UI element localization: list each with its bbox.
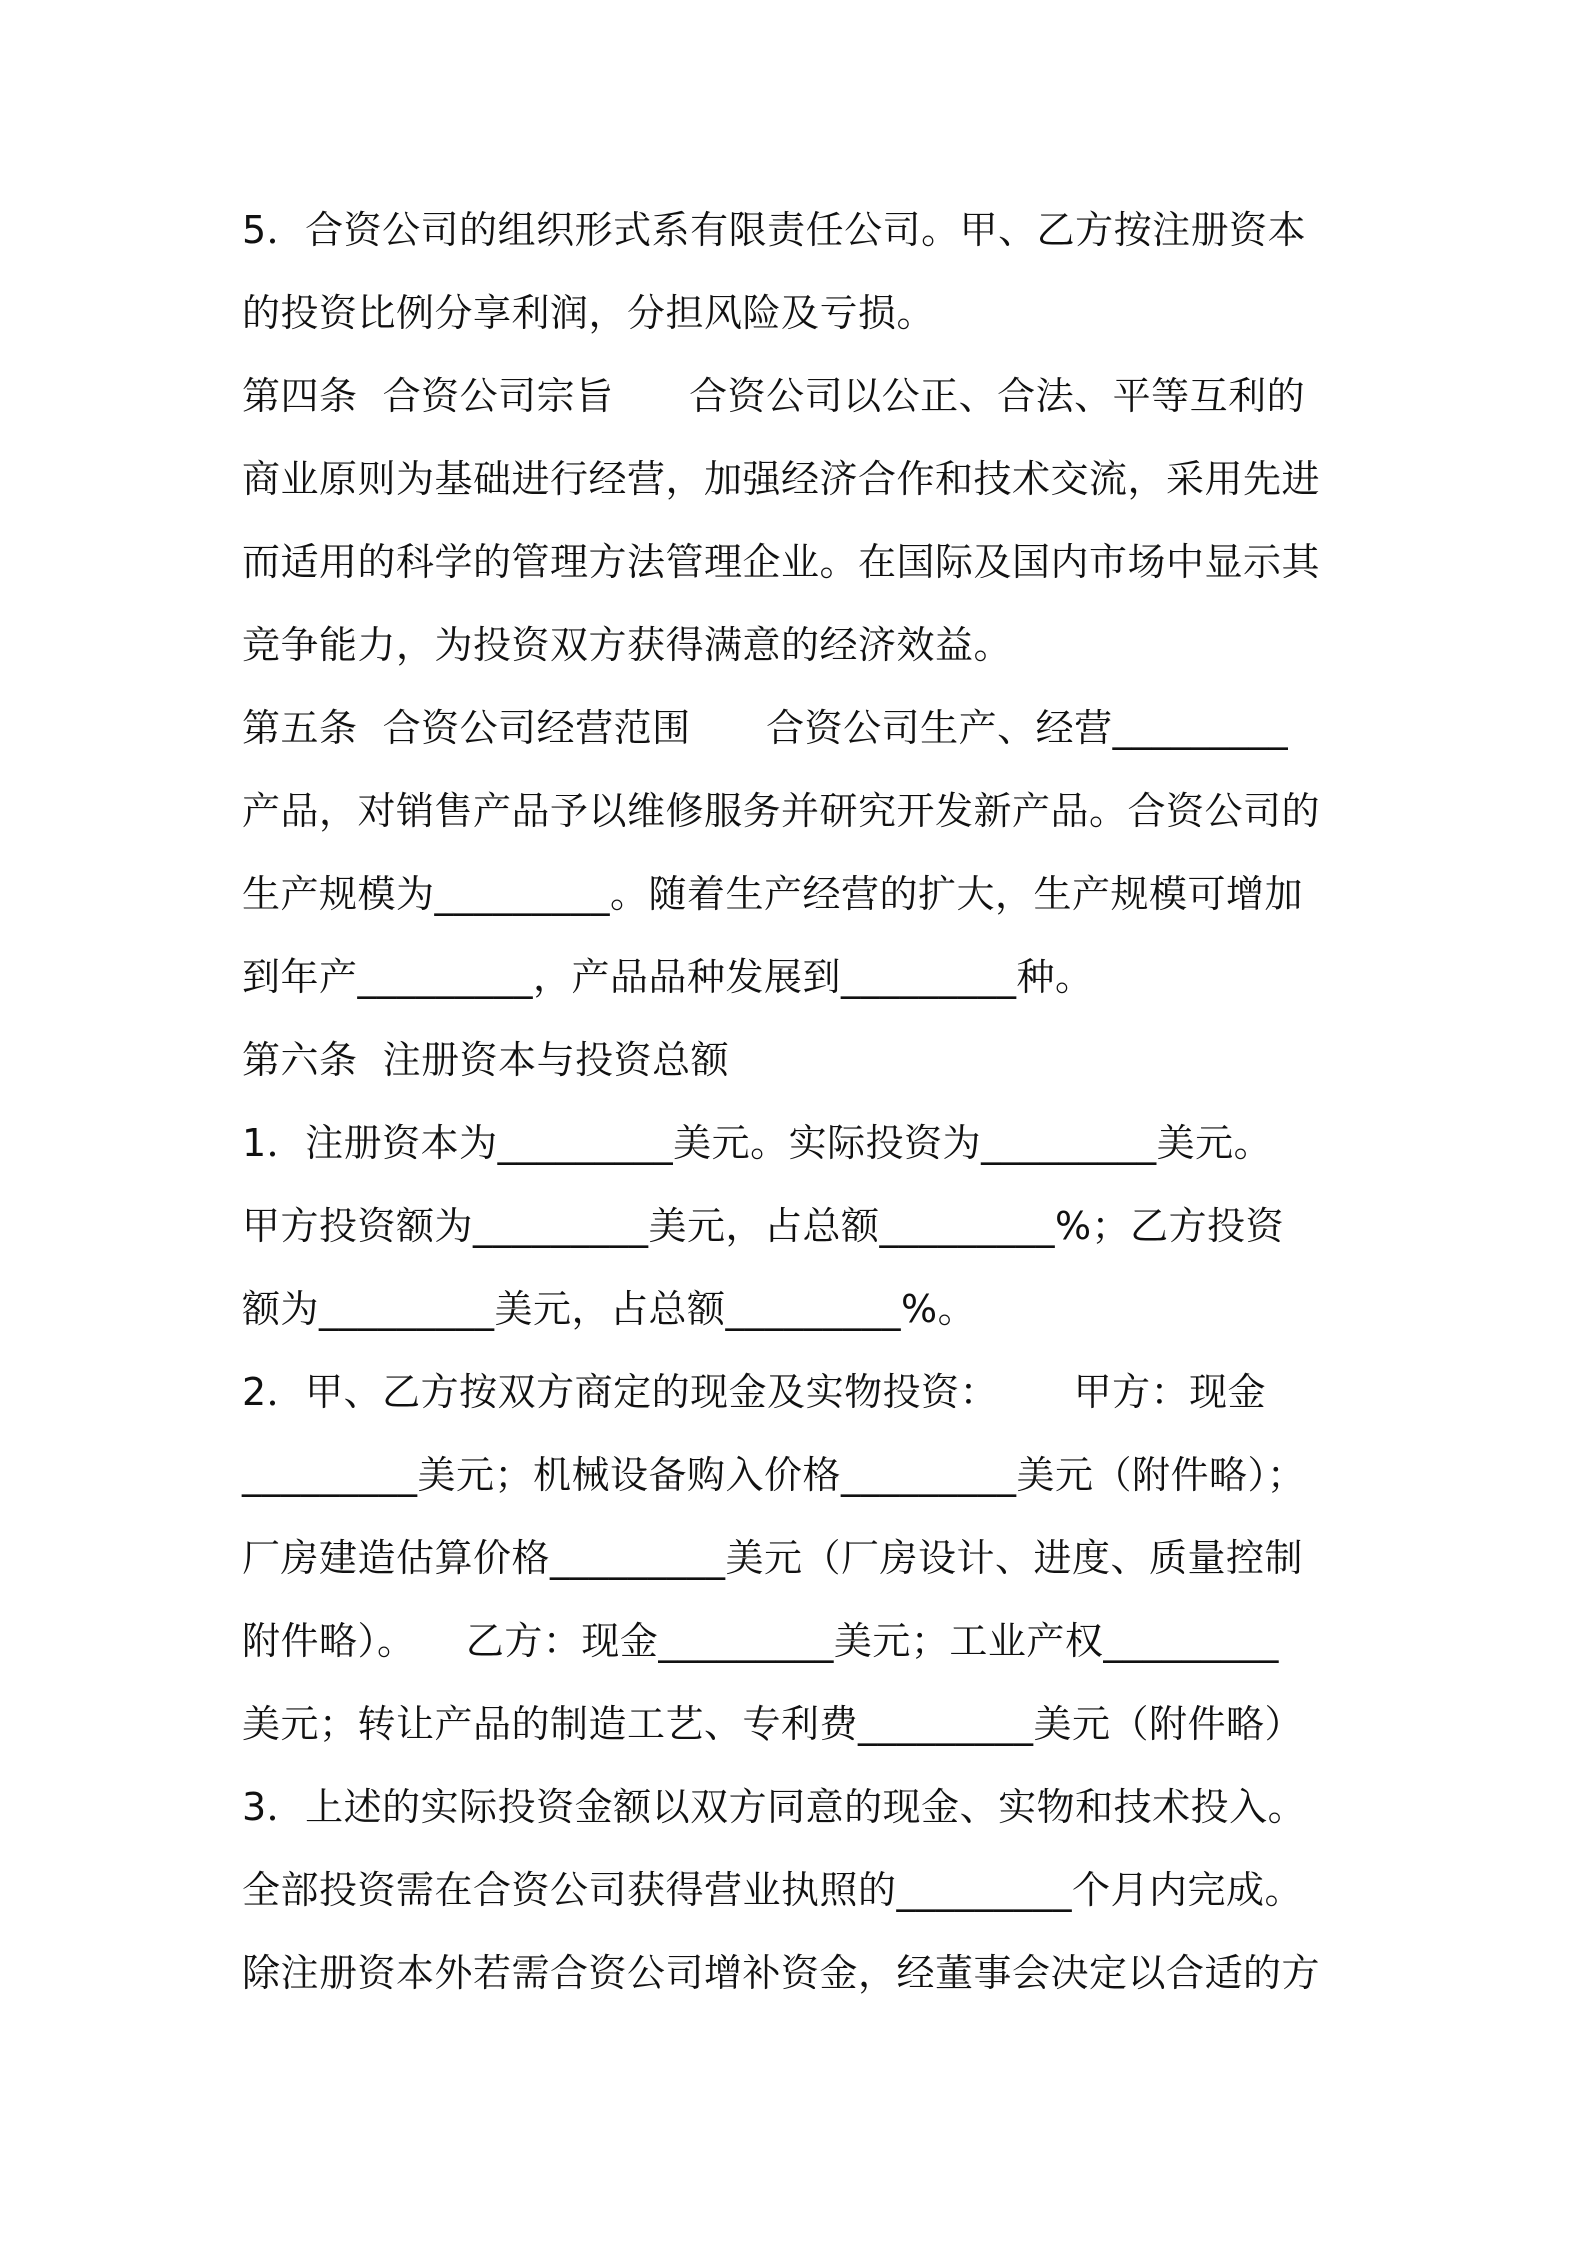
text-line: 产品，对销售产品予以维修服务并研究开发新产品。合资公司的 [242,789,1321,833]
text-line: 商业原则为基础进行经营，加强经济合作和技术交流，采用先进 [242,457,1321,501]
text-line: 额为_________美元，占总额_________%。 [242,1287,977,1331]
article-6-heading: 第六条 注册资本与投资总额 [242,1038,730,1082]
text-line: 而适用的科学的管理方法管理企业。在国际及国内市场中显示其 [242,540,1321,584]
text-line: 全部投资需在合资公司获得营业执照的_________个月内完成。 [242,1868,1304,1912]
article-5-heading-line: 第五条 合资公司经营范围 合资公司生产、经营_________ [242,706,1289,750]
text-line: 3．上述的实际投资金额以双方同意的现金、实物和技术投入。 [242,1785,1307,1829]
text-line: 到年产_________，产品品种发展到_________种。 [242,955,1094,999]
text-line: 5．合资公司的组织形式系有限责任公司。甲、乙方按注册资本 [242,208,1307,252]
text-line: 生产规模为_________。随着生产经营的扩大，生产规模可增加 [242,872,1304,916]
text-line: _________美元；机械设备购入价格_________美元（附件略）； [242,1453,1306,1497]
text-line: 甲方投资额为_________美元，占总额_________%；乙方投资 [242,1204,1285,1248]
text-line: 1．注册资本为_________美元。实际投资为_________美元。 [242,1121,1273,1165]
text-line: 附件略）。 乙方：现金_________美元；工业产权_________ [242,1619,1279,1663]
text-line: 厂房建造估算价格_________美元（厂房设计、进度、质量控制 [242,1536,1304,1580]
text-line: 美元；转让产品的制造工艺、专利费_________美元（附件略） [242,1702,1304,1746]
text-line: 的投资比例分享利润，分担风险及亏损。 [242,291,936,335]
text-line: 除注册资本外若需合资公司增补资金，经董事会决定以合适的方 [242,1951,1321,1995]
text-line: 2．甲、乙方按双方商定的现金及实物投资： 甲方：现金 [242,1370,1267,1414]
text-line: 竞争能力，为投资双方获得满意的经济效益。 [242,623,1013,667]
article-4-heading-line: 第四条 合资公司宗旨 合资公司以公正、合法、平等互利的 [242,374,1306,418]
